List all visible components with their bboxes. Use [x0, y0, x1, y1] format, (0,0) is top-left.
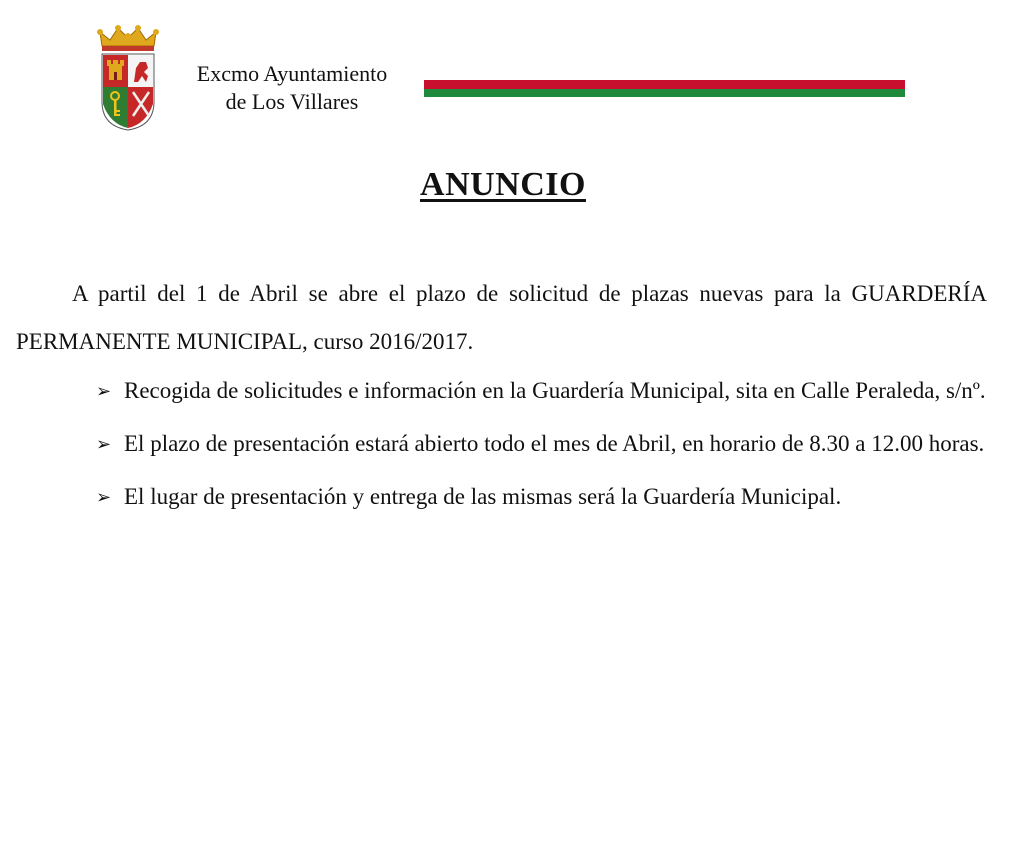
- announcement-bullet-list: [96, 366, 987, 525]
- flag-stripe-bar: [424, 80, 905, 97]
- arrowhead-bullet-icon: ➢: [96, 487, 112, 507]
- red-stripe: [424, 80, 905, 89]
- announcement-intro: A partil del 1 de Abril se abre el plazo de solicitud de plazas nuevas para la GUARDERÍA PERMANENTE MUNICIPAL, curso 2016/2017.: [16, 281, 987, 354]
- list-item: [96, 472, 987, 522]
- organization-name-line1: Excmo Ayuntamiento: [196, 61, 388, 86]
- coat-of-arms-icon: [96, 24, 160, 134]
- green-stripe: [424, 89, 905, 97]
- list-item-text: El lugar de presentación y entrega de las mismas será la Guardería Municipal.: [124, 484, 842, 509]
- organization-name-line2: de Los Villares: [225, 89, 359, 114]
- announcement-title: ANUNCIO: [420, 166, 586, 203]
- arrowhead-bullet-icon: ➢: [96, 434, 112, 454]
- list-item: [96, 366, 987, 416]
- organization-name: [172, 60, 412, 116]
- list-item-text: Recogida de solicitudes e información en la Guardería Municipal, sita en Calle Peraleda, s/nº.: [124, 378, 986, 403]
- arrowhead-bullet-icon: ➢: [96, 381, 112, 401]
- letterhead: [0, 0, 1024, 140]
- list-item: [96, 419, 987, 469]
- list-item-text: El plazo de presentación estará abierto todo el mes de Abril, en horario de 8.30 a 12.00 horas.: [124, 431, 985, 456]
